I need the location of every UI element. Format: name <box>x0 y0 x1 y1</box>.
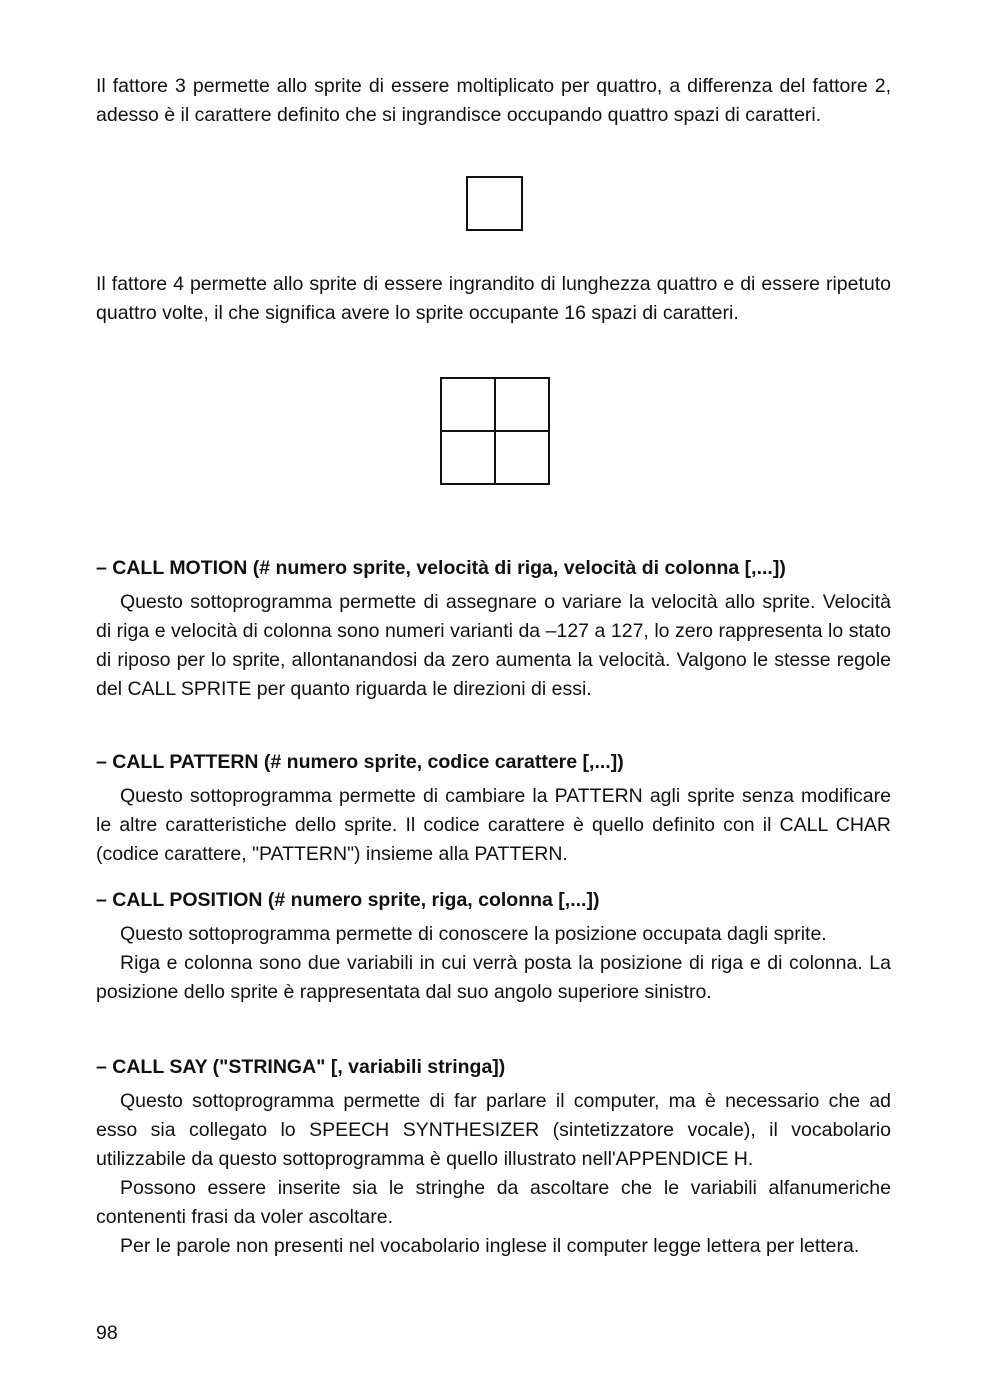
intro-paragraph-factor-4 <box>96 270 891 328</box>
heading-call-motion: – CALL MOTION (# numero sprite, velocità di riga, velocità di colonna [,...]) <box>96 557 786 579</box>
intro-text-factor-4: Il fattore 4 permette allo sprite di essere ingrandito di lunghezza quattro e di essere ripetuto quattro volte, il che significa avere lo sprite occupante 16 spazi di caratteri. <box>96 273 891 324</box>
call-position-paragraph-2: Riga e colonna sono due variabili in cui verrà posta la posizione di riga e di colonna. La posizione dello sprite è rappresentata dal suo angolo superiore sinistro. <box>96 952 891 1003</box>
call-position-paragraph-1: Questo sottoprogramma permette di conoscere la posizione occupata dagli sprite. <box>120 923 827 945</box>
call-say-paragraph-2: Possono essere inserite sia le stringhe da ascoltare che le variabili alfanumeriche contenenti frasi da voler ascoltare. <box>96 1177 891 1228</box>
call-pattern-paragraph: Questo sottoprogramma permette di cambiare la PATTERN agli sprite senza modificare le altre caratteristiche dello sprite. Il codice carattere è quello definito con il CALL CHAR (codice carattere, "PATTERN") insieme alla PATTERN. <box>96 785 891 865</box>
grid-horizontal-divider <box>442 430 548 433</box>
page-number: 98 <box>96 1322 118 1344</box>
section-call-pattern-body <box>96 782 891 869</box>
section-call-motion-body <box>96 588 891 704</box>
call-say-paragraph-1: Questo sottoprogramma permette di far parlare il computer, ma è necessario che ad esso sia collegato lo SPEECH SYNTHESIZER (sintetizzatore vocale), il vocabolario utilizzabile da questo sottoprogramma è quello illustrato nell'APPENDICE H. <box>96 1090 891 1170</box>
heading-call-position: – CALL POSITION (# numero sprite, riga, colonna [,...]) <box>96 889 600 911</box>
single-character-box-figure <box>466 176 523 231</box>
heading-call-pattern: – CALL PATTERN (# numero sprite, codice carattere [,...]) <box>96 751 624 773</box>
four-character-grid-figure <box>440 377 550 485</box>
heading-call-say: – CALL SAY ("STRINGA" [, variabili stringa]) <box>96 1056 506 1078</box>
intro-text-factor-3: Il fattore 3 permette allo sprite di essere moltiplicato per quattro, a differenza del fattore 2, adesso è il carattere definito che si ingrandisce occupando quattro spazi di caratteri. <box>96 75 891 126</box>
section-call-position-body <box>96 920 891 1007</box>
section-call-say-body <box>96 1087 891 1261</box>
call-say-paragraph-3: Per le parole non presenti nel vocabolario inglese il computer legge lettera per lettera. <box>120 1235 860 1257</box>
call-motion-paragraph: Questo sottoprogramma permette di assegnare o variare la velocità allo sprite. Velocità di riga e velocità di colonna sono numeri varianti da –127 a 127, lo zero rappresenta lo stato di riposo per lo sprite, allontanandosi da zero aumenta la velocità. Valgono le stesse regole del CALL SPRITE per quanto riguarda le direzioni di essi. <box>96 591 891 700</box>
intro-paragraph-factor-3 <box>96 72 891 130</box>
